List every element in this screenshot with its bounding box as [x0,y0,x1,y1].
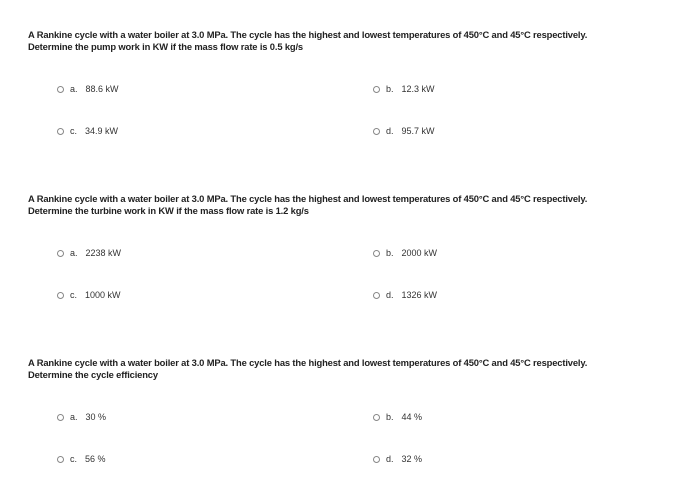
question-1-line-2: Determine the pump work in KW if the mass flow rate is 0.5 kg/s [28,40,303,52]
option-letter: c. [70,454,78,464]
option-letter: d. [386,126,394,136]
radio-button[interactable] [57,86,64,93]
question-3-option-b[interactable] [373,410,422,424]
option-letter: d. [386,290,394,300]
radio-button[interactable] [373,414,380,421]
option-letter: a. [70,412,78,422]
option-letter: b. [386,412,394,422]
radio-button[interactable] [373,456,380,463]
option-text: 2000 kW [401,248,438,258]
option-letter: b. [386,248,394,258]
option-letter: c. [70,290,78,300]
radio-button[interactable] [57,414,64,421]
radio-button[interactable] [373,128,380,135]
question-2-line-2: Determine the turbine work in KW if the mass flow rate is 1.2 kg/s [28,204,309,216]
option-letter: b. [386,84,394,94]
option-letter: a. [70,248,78,258]
option-letter: d. [386,454,394,464]
option-text: 34.9 kW [85,126,119,136]
option-text: 44 % [401,412,423,422]
option-text: 56 % [85,454,106,464]
question-1-option-a[interactable] [57,82,119,96]
option-text: 1000 kW [85,290,121,300]
radio-button[interactable] [57,456,64,463]
option-letter: a. [70,84,78,94]
question-1-text [28,29,668,52]
question-3-option-a[interactable] [57,410,106,424]
option-text: 95.7 kW [401,126,435,136]
question-3-line-1: A Rankine cycle with a water boiler at 3.0 MPa. The cycle has the highest and lowest temperatures of 450°C and 45°C respectively. [28,357,588,368]
question-1-line-1: A Rankine cycle with a water boiler at 3.0 MPa. The cycle has the highest and lowest temperatures of 450°C and 45°C respectively. [28,29,588,40]
question-2-option-d[interactable] [373,288,437,302]
radio-button[interactable] [373,292,380,299]
radio-button[interactable] [373,250,380,257]
option-text: 12.3 kW [401,84,435,94]
radio-button[interactable] [373,86,380,93]
option-text: 30 % [85,412,107,422]
question-2-option-b[interactable] [373,246,437,260]
question-3-text [28,357,668,380]
radio-button[interactable] [57,250,64,257]
radio-button[interactable] [57,128,64,135]
question-3-option-d[interactable] [373,452,422,466]
question-3-line-2: Determine the cycle efficiency [28,368,158,380]
question-1-option-b[interactable] [373,82,435,96]
radio-button[interactable] [57,292,64,299]
option-text: 1326 kW [401,290,438,300]
question-1-option-c[interactable] [57,124,118,138]
option-text: 88.6 kW [85,84,119,94]
option-letter: c. [70,126,78,136]
option-text: 2238 kW [85,248,122,258]
question-2-line-1: A Rankine cycle with a water boiler at 3.0 MPa. The cycle has the highest and lowest temperatures of 450°C and 45°C respectively. [28,193,588,204]
question-2-option-a[interactable] [57,246,121,260]
question-2-option-c[interactable] [57,288,121,302]
question-2-text [28,193,668,216]
question-3-option-c[interactable] [57,452,106,466]
option-text: 32 % [401,454,423,464]
question-1-option-d[interactable] [373,124,435,138]
